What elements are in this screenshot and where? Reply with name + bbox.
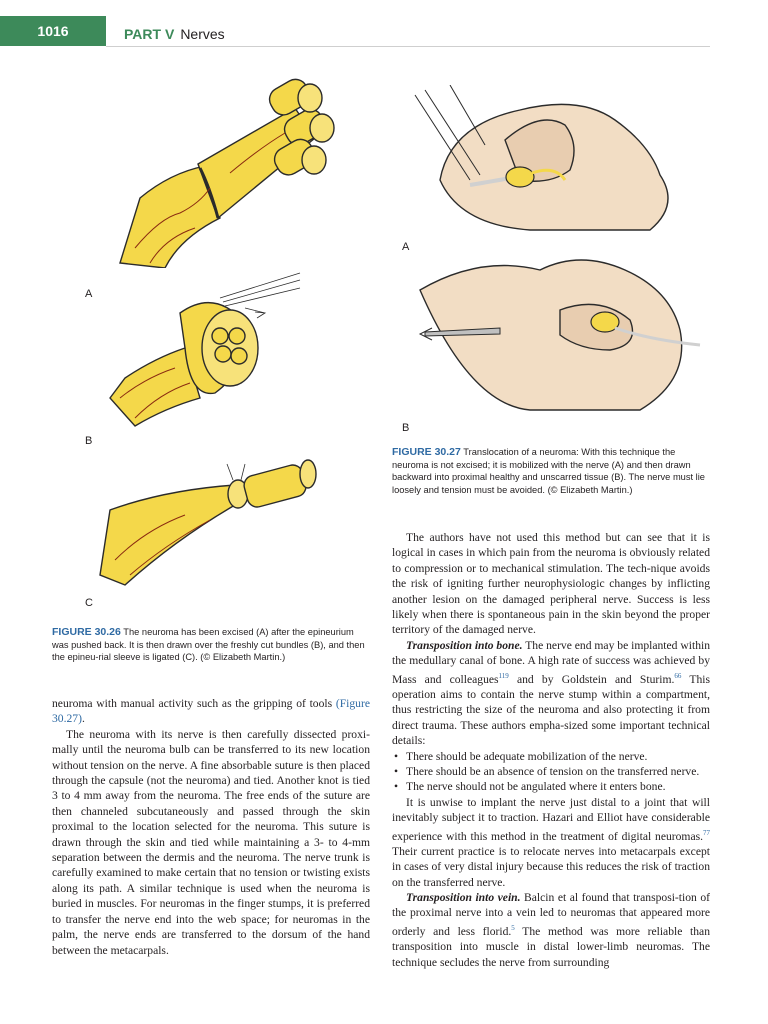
figure-30-26-label-b: B [85,435,93,447]
paragraph: Transposition into bone. The nerve end may be implanted within the medullary canal of bone. A high rate of success was achieved by Mass and colleagues$^{119}$ and by Goldstein and Sturim.$^{66}$ This operation aims to contain the nerve stump within a compartment, thus restricting the size of the neuroma and also protecting it from direct trauma. These authors empha-sized some important technical details: [392,638,711,748]
bullet-list [392,749,710,795]
figure-30-26-label-a: A [85,288,93,300]
paragraph: Transposition into vein. Balcin et al found that transposi-tion of the proximal nerve into a vein led to neuromas that appeared more orderly and less florid.$^5$ The method was more reliable than transposition into muscle in distal lower-limb neuromas. The technique secludes the nerve from surrounding [392,891,711,969]
figure-number: FIGURE 30.27 [392,446,461,458]
list-item: • There should be an absence of tension on the transferred nerve. [406,764,710,779]
figure-30-26-illustration-b [105,268,305,428]
section-title: Nerves [180,26,225,42]
paragraph: The authors have not used this method but can see that it is logical in cases in which pain from the neuroma is obviously related to compression or to mechanical stimulation. The tech-nique avoids the risk of igniting further neurophysiologic changes by inflicting another lesion on the damaged peripheral nerve. Success is less likely when there is spontaneous pain in the skin beyond the proper territory of the damaged nerve. [392,531,710,637]
figure-number: FIGURE 30.26 [52,626,121,638]
figure-30-27-illustration-a [410,85,710,235]
figure-30-26-label-c: C [85,597,93,609]
paragraph: It is unwise to implant the nerve just distal to a joint that will inevitably subject it to traction. Hazari and Elliot have considerable experience with this method in the treatment of digital neuromas.$^{77}$ Their current practice is to relocate nerves into metacarpals except in cases of very distal injury because this reduces the risk of traction on the transferred nerve. [392,795,710,889]
figure-30-27-label-b: B [402,422,410,434]
citation[interactable]: 66 [674,671,682,680]
citation[interactable]: 5 [511,923,515,932]
figure-30-26-caption [52,626,370,664]
running-header [124,26,225,42]
figure-reference-link[interactable]: (Figure 30.27) [52,697,370,726]
page-number: 1016 [0,16,106,46]
caption-text: The neuroma has been excised (A) after the epineurium was pushed back. It is then drawn over the freshly cut bundles (B), and then the epineu-rial sleeve is ligated (C). (© Elizabeth Martin.) [52,627,365,662]
paragraph: neuroma with manual activity such as the gripping of tools (Figure 30.27). [52,697,370,726]
figure-30-26-illustration-a [110,78,335,268]
list-item: • There should be adequate mobilization of the nerve. [406,749,710,764]
subheading: Transposition into bone. [406,638,523,652]
figure-30-27-illustration-b [410,250,710,415]
right-text-column [392,530,710,970]
paragraph: The neuroma with its nerve is then carefully dissected proxi-mally until the neuroma bulb can be transferred to its new location without tension on the nerve. A fine absorbable suture is then placed through the capsule (not the neuroma) and tied. Another knot is tied 3 to 4 mm away from the neuroma. The free ends of the suture are then channeled subcutaneously and passed through the skin proximal to the location selected for the neuroma. This suture is drawn through the skin and tied while maintaining a 3- to 4-mm separation between the dermis and the neuroma. The nerve trunk is carefully examined to make certain that no tension or twisting exists along its path. A similar technique is used when the neuroma is buried in muscles. For neuromas in the finger stumps, it is preferred to transfer the nerve end into the web space; for neuromas in the palm, the nerve ends are transferred to the dorsum of the hand between the metacarpals. [52,727,370,957]
figure-30-26-illustration-c [95,450,320,590]
subheading: Transposition into vein. [406,891,521,905]
part-label: PART V [124,26,175,42]
list-item: • The nerve should not be angulated where it enters bone. [406,779,710,794]
citation[interactable]: 77 [703,828,710,837]
citation[interactable]: 119 [498,671,509,680]
left-text-column [52,696,370,958]
header-rule [106,46,710,47]
figure-30-27-label-a: A [402,241,410,253]
figure-30-27-caption [392,446,710,496]
caption-text: Translocation of a neuroma: With this technique the neuroma is not excised; it is mobilized with the nerve (A) and then drawn backward into proximal healthy and unscarred tissue (B). The nerve must lie loosely and tension must be avoided. (© Elizabeth Martin.) [392,447,705,495]
